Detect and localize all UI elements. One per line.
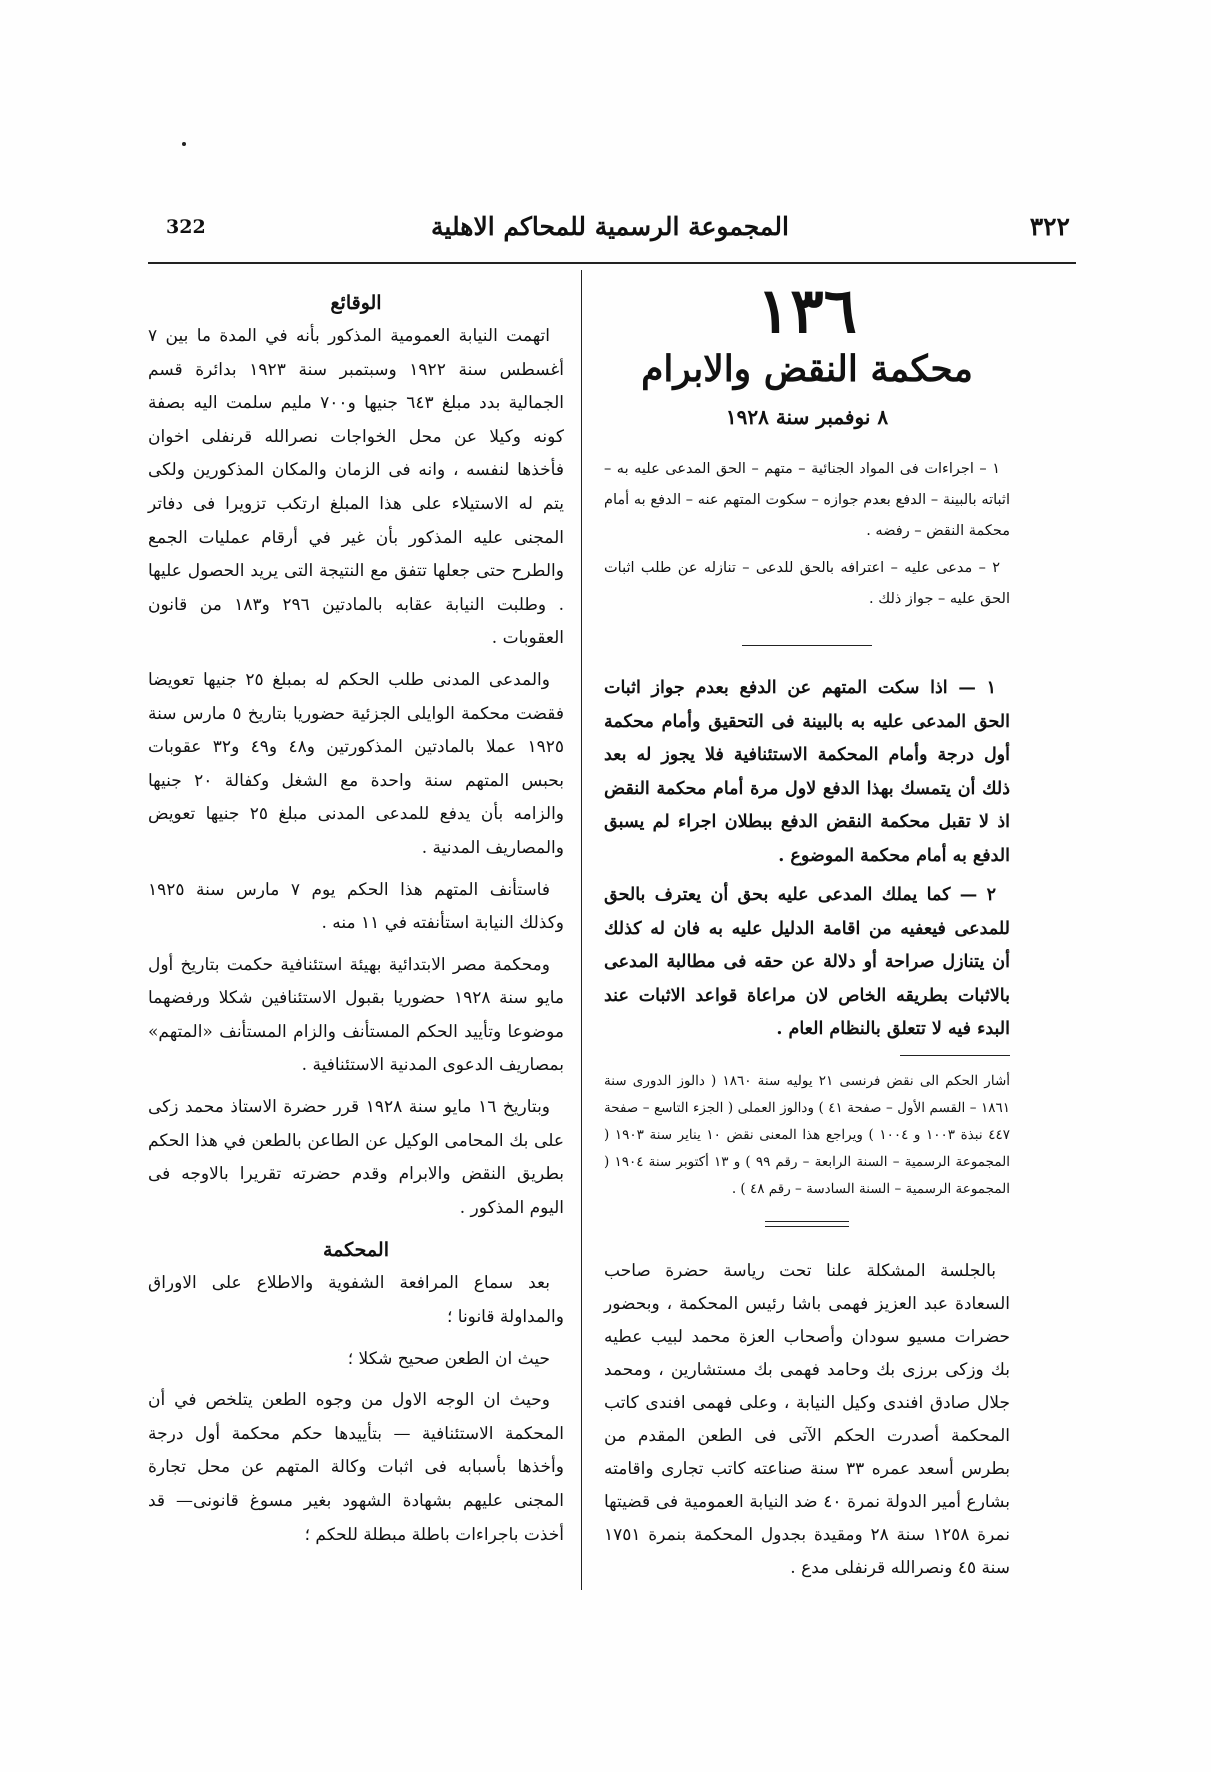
court-name: محكمة النقض والابرام: [641, 348, 973, 390]
judgment-paragraph: بعد سماع المرافعة الشفوية والاطلاع على الاوراق والمداولة قانونا ؛: [148, 1273, 564, 1328]
summary-item: ٢ – مدعى عليه – اعترافه بالحق للدعى – تنازله عن طلب اثبات الحق عليه – جواز ذلك .: [604, 560, 1010, 607]
judgment-paragraph: حيث ان الطعن صحيح شكلا ؛: [347, 1348, 550, 1369]
scan-speck: [182, 142, 186, 146]
facts-paragraph: ومحكمة مصر الابتدائية بهيئة استئنافية حكمت بتاريخ أول مايو سنة ١٩٢٨ حضوريا بقبول الاستئنافين شكلا ورفضهما موضوعا وتأييد الحكم المستأنف والزام المستأنف «المتهم» بمصاريف الدعوى المدنية الاستئنافية .: [148, 954, 564, 1076]
page-number-latin: 322: [166, 216, 206, 238]
page-number-arabic: ٣٢٢: [1029, 212, 1070, 241]
page-header: [150, 212, 1070, 254]
facts-heading: الوقائع: [330, 292, 382, 314]
summary-item: ١ – اجراءات فى المواد الجنائية – متهم – الحق المدعى عليه به – اثباته بالبينة – الدفع بعدم جوازه – سكوت المتهم عنه – الدفع به أمام محكمة النقض – رفضه .: [604, 461, 1010, 539]
facts-paragraph: والمدعى المدنى طلب الحكم له بمبلغ ٢٥ جنيها تعويضا فقضت محكمة الوايلى الجزئية حضوريا بتاريخ ٥ مارس سنة ١٩٢٥ عملا بالمادتين المذكورتين و٤٨ و٤٩ و٣٢ عقوبات بحبس المتهم سنة واحدة مع الشغل وكفالة ٢٠ جنيها والزامه بأن يدفع للمدعى المدنى مبلغ ٢٥ جنيها تعويض والمصاريف المدنية .: [148, 669, 564, 858]
facts-paragraph: فاستأنف المتهم هذا الحكم يوم ٧ مارس سنة ١٩٢٥ وكذلك النيابة استأنفته في ١١ منه .: [148, 879, 564, 934]
session-paragraph: بالجلسة المشكلة علنا تحت رياسة حضرة صاحب السعادة عبد العزيز فهمى باشا رئيس المحكمة ، وبحضور حضرات مسيو سودان وأصحاب العزة محمد لبيب عطيه بك وزكى برزى بك وحامد فهمى بك مستشارين ، ومحمد جلال صادق افندى وكيل النيابة ، وعلى فهمى افندى كاتب المحكمة أصدرت الحكم الآتى فى الطعن المقدم من بطرس أسعد عمره ٣٣ سنة صناعته كاتب تجارى واقامته بشارع أمير الدولة نمرة ٤٠ ضد النيابة العمومية فى قضيتها نمرة ١٢٥٨ سنة ٢٨ ومقيدة بجدول المحكمة بنمرة ١٧٥١ سنة ٤٥ ونصرالله قرنفلى مدع .: [604, 1260, 1011, 1578]
column-divider: [581, 270, 582, 1590]
running-title: المجموعة الرسمية للمحاكم الاهلية: [431, 212, 789, 241]
section-rule: [742, 645, 872, 646]
facts-paragraph: وبتاريخ ١٦ مايو سنة ١٩٢٨ قرر حضرة الاستاذ محمد زكى على بك المحامى الوكيل عن الطاعن بالطعن في هذا الحكم بطريق النقض والابرام وقدم حضرته تقريرا بالاوجه فى اليوم المذكور .: [148, 1097, 564, 1218]
double-rule: [765, 1221, 849, 1227]
header-rule: [148, 262, 1076, 264]
facts-paragraph: اتهمت النيابة العمومية المذكور بأنه في المدة ما بين ٧ أغسطس سنة ١٩٢٢ وسبتمبر سنة ١٩٢٣ بدائرة قسم الجمالية بدد مبلغ ٦٤٣ جنيها و٧٠٠ مليم سلمت اليه بصفة كونه وكيلا عن محل الخواجات نصرالله قرنفلى اخوان فأخذها لنفسه ، وانه فى الزمان والمكان المذكورين ولكى يتم له الاستيلاء على هذا المبلغ ارتكب تزويرا فى دفاتر المجنى عليه المذكور بأن غير في أرقام عمليات الجمع والطرح حتى جعلها تتفق مع النتيجة التى يريد الحصول عليها . وطلبت النيابة عقابه بالمادتين ٢٩٦ و١٨٣ من قانون العقوبات .: [148, 326, 564, 649]
judgment-paragraph: وحيث ان الوجه الاول من وجوه الطعن يتلخص في أن المحكمة الاستئنافية — بتأييدها حكم محكمة أول درجة وأخذها بأسبابه فى اثبات وكالة المتهم عن محل تجارة المجنى عليهم بشهادة الشهود بغير مسوغ قانونى— قد أخذت باجراءات باطلة مبطلة للحكم ؛: [148, 1390, 564, 1545]
case-date: ٨ نوفمبر سنة ١٩٢٨: [725, 405, 889, 429]
right-column: [604, 274, 1011, 1585]
footnote: أشار الحكم الى نقض فرنسى ٢١ يوليه سنة ١٨٦٠ ( دالوز الدورى سنة ١٨٦١ – القسم الأول – صفحة ٤١ ) ودالوز العملى ( الجزء التاسع – صفحة ٤٤٧ نبذة ١٠٠٣ و ١٠٠٤ ) ويراجع هذا المعنى نقض ١٠ يناير سنة ١٩٠٣ ( المجموعة الرسمية – السنة الرابعة – رقم ٩٩ ) و ١٣ أكتوبر سنة ١٩٠٤ ( المجموعة الرسمية – السنة السادسة – رقم ٤٨ ) .: [604, 1072, 1011, 1197]
legal-principle: ١ — اذا سكت المتهم عن الدفع بعدم جواز اثبات الحق المدعى عليه به بالبينة فى التحقيق وأمام محكمة أول درجة وأمام المحكمة الاستئنافية فلا يجوز له بعد ذلك أن يتمسك بهذا الدفع لاول مرة أمام محكمة النقض اذ لا تقبل محكمة النقض الدفع ببطلان اجراء لم يسبق الدفع به أمام محكمة الموضوع .: [604, 678, 1010, 866]
footnote-rule: [900, 1055, 1010, 1056]
case-number: ١٣٦: [757, 274, 857, 347]
legal-principle: ٢ — كما يملك المدعى عليه بحق أن يعترف بالحق للمدعى فيعفيه من اقامة الدليل عليه به فان له كذلك أن يتنازل صراحة أو دلالة عن حقه فى مطالبة المدعى بالاثبات بطريقه الخاص لان مراعاة قواعد الاثبات عند البدء فيه لا تتعلق بالنظام العام .: [604, 885, 1010, 1039]
left-column: [148, 286, 564, 1560]
judgment-heading: المحكمة: [323, 1239, 389, 1262]
